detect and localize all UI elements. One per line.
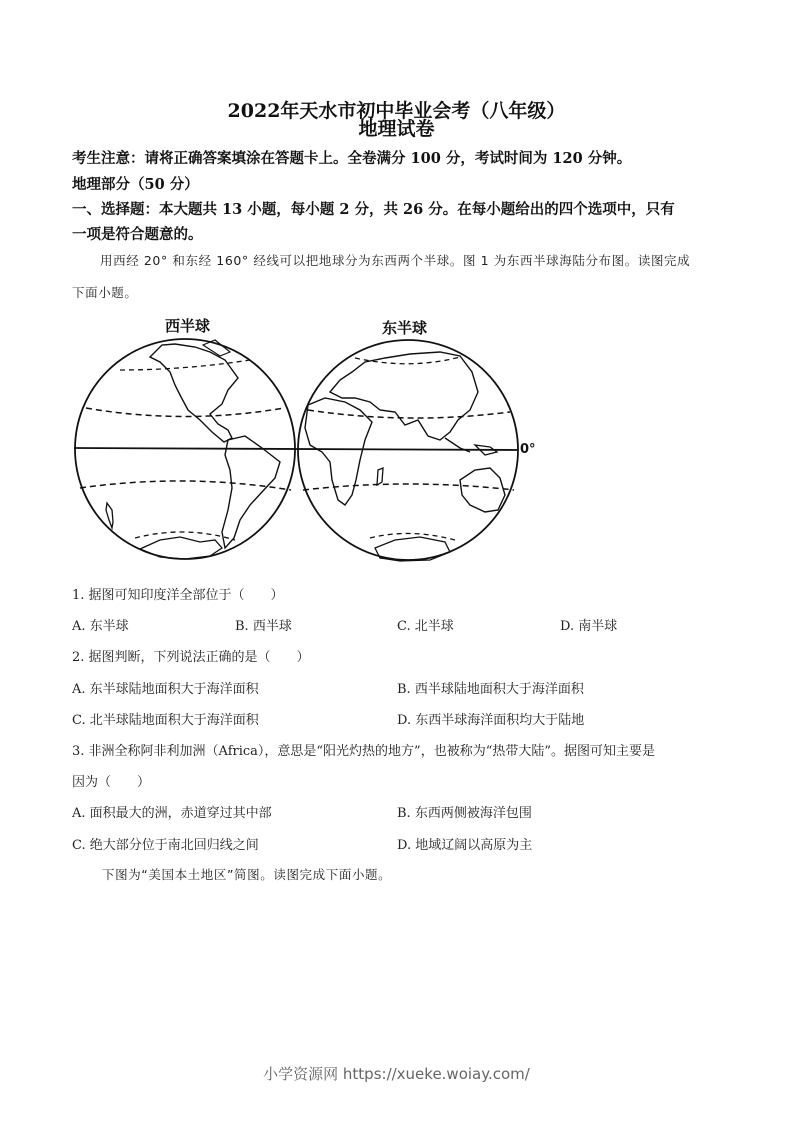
question-1-option-c[interactable]: C. 北半球: [397, 619, 454, 634]
exam-title: 2022年天水市初中毕业会考（八年级）: [227, 100, 566, 122]
footer-watermark: 小学资源网 https://xueke.woiay.com/: [263, 1065, 530, 1083]
exam-notice: 考生注意：请将正确答案填涂在答题卡上。全卷满分 100 分，考试时间为 120 分钟。: [72, 150, 632, 167]
question-1-option-a[interactable]: A. 东半球: [72, 619, 129, 634]
section-heading: 地理部分（50 分）: [72, 176, 199, 193]
equator-line: [74, 448, 518, 450]
instructions-line-1: 一、选择题：本大题共 13 小题，每小题 2 分，共 26 分。在每小题给出的四个选项中，只有: [72, 201, 675, 218]
question-2-stem: 2. 据图判断，下列说法正确的是（ ）: [72, 650, 310, 665]
question-3-option-b[interactable]: B. 东西两侧被海洋包围: [397, 806, 532, 821]
question-2-option-c[interactable]: C. 北半球陆地面积大于海洋面积: [72, 713, 259, 728]
question-2-option-a[interactable]: A. 东半球陆地面积大于海洋面积: [72, 682, 259, 697]
equator-label: 0°: [520, 442, 536, 457]
east-hemisphere-label: 东半球: [382, 319, 428, 337]
question-1-stem: 1. 据图可知印度洋全部位于（ ）: [72, 588, 284, 603]
exam-subtitle: 地理试卷: [358, 118, 435, 140]
question-3-stem-line-2: 因为（ ）: [72, 775, 151, 790]
question-3-option-a[interactable]: A. 面积最大的洲，赤道穿过其中部: [72, 806, 272, 821]
question-3-option-d[interactable]: D. 地域辽阔以高原为主: [397, 838, 533, 853]
intro-text-line-1: 用西经 20° 和东经 160° 经线可以把地球分为东西两个半球。图 1 为东西半球海陆分布图。读图完成: [100, 253, 691, 268]
question-2-option-d[interactable]: D. 东西半球海洋面积均大于陆地: [397, 713, 585, 728]
question-3-stem-line-1: 3. 非洲全称阿非利加洲（Africa），意思是“阳光灼热的地方”，也被称为“热带大陆”。据图可知主要是: [72, 744, 655, 759]
instructions-line-2: 一项是符合题意的。: [72, 226, 203, 243]
question-3-option-c[interactable]: C. 绝大部分位于南北回归线之间: [72, 838, 259, 853]
intro-text-line-2: 下面小题。: [72, 285, 138, 300]
west-hemisphere-label: 西半球: [165, 317, 211, 335]
question-1-option-b[interactable]: B. 西半球: [235, 619, 292, 634]
question-2-option-b[interactable]: B. 西半球陆地面积大于海洋面积: [397, 682, 584, 697]
intro-text-us-map: 下图为“美国本土地区”简图。读图完成下面小题。: [102, 867, 392, 882]
question-1-option-d[interactable]: D. 南半球: [560, 619, 618, 634]
